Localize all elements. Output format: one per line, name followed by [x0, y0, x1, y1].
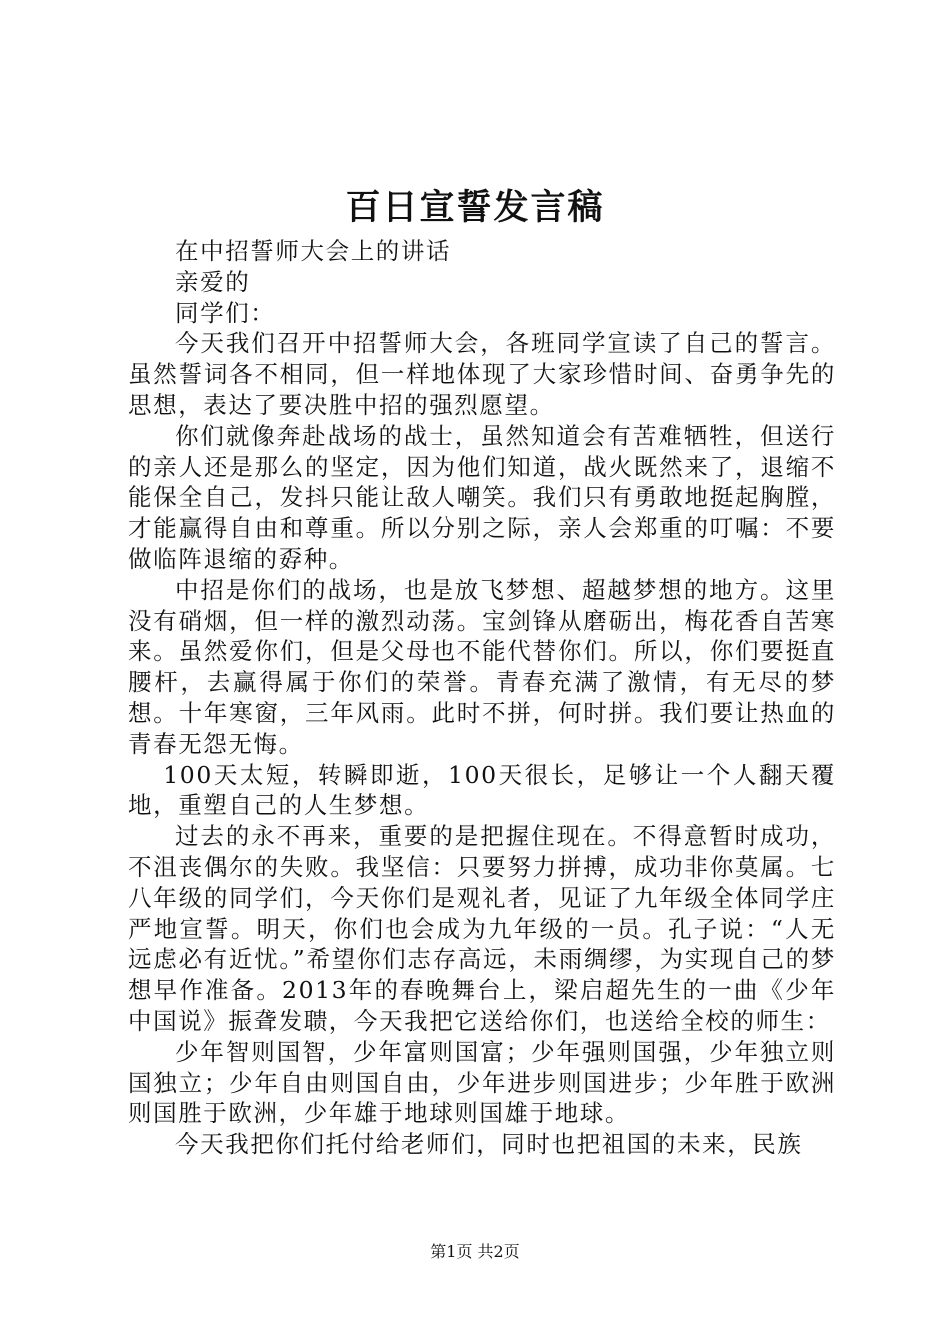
paragraph: 少年智则国智，少年富则国富；少年强则国强，少年独立则国独立；少年自由则国自由，少年进步则国进步；少年胜于欧洲则国胜于欧洲，少年雄于地球则国雄于地球。 — [128, 1037, 836, 1128]
document-body — [128, 236, 836, 1160]
paragraph: 中招是你们的战场，也是放飞梦想、超越梦想的地方。这里没有硝烟，但一样的激烈动荡。宝剑锋从磨砺出，梅花香自苦寒来。虽然爱你们，但是父母也不能代替你们。所以，你们要挺直腰杆，去赢得属于你们的荣誉。青春充满了激情，有无尽的梦想。十年寒窗，三年风雨。此时不拼，何时拼。我们要让热血的青春无怨无悔。 — [128, 575, 836, 758]
document-title: 百日宣誓发言稿 — [345, 187, 605, 228]
paragraph: 今天我们召开中招誓师大会，各班同学宣读了自己的誓言。虽然誓词各不相同，但一样地体现了大家珍惜时间、奋勇争先的思想，表达了要决胜中招的强烈愿望。 — [128, 329, 836, 419]
paragraph-salutation: 同学们： — [175, 298, 276, 327]
paragraph: 100天太短，转瞬即逝，100天很长，足够让一个人翻天覆地，重塑自己的人生梦想。 — [128, 760, 836, 820]
paragraph: 今天我把你们托付给老师们，同时也把祖国的未来，民族 — [175, 1130, 803, 1159]
paragraph: 过去的永不再来，重要的是把握住现在。不得意暂时成功，不沮丧偶尔的失败。我坚信：只要努力拼搏，成功非你莫属。七八年级的同学们，今天你们是观礼者，见证了九年级全体同学庄严地宣誓。明天，你们也会成为九年级的一员。孔子说：“人无远虑必有近忧。”希望你们志存高远，未雨绸缪，为实现自己的梦想早作准备。2013年的春晚舞台上，梁启超先生的一曲《少年中国说》振聋发聩，今天我把它送给你们，也送给全校的师生： — [128, 822, 836, 1035]
paragraph-subtitle: 在中招誓师大会上的讲话 — [175, 237, 452, 265]
paragraph: 你们就像奔赴战场的战士，虽然知道会有苦难牺牲，但送行的亲人还是那么的坚定，因为他们知道，战火既然来了，退缩不能保全自己，发抖只能让敌人嘲笑。我们只有勇敢地挺起胸膛，才能赢得自由和尊重。所以分别之际，亲人会郑重的叮嘱：不要做临阵退缩的孬种。 — [128, 421, 836, 573]
page-number-footer: 第1页 共2页 — [430, 1242, 520, 1261]
paragraph-greeting: 亲爱的 — [175, 267, 251, 296]
